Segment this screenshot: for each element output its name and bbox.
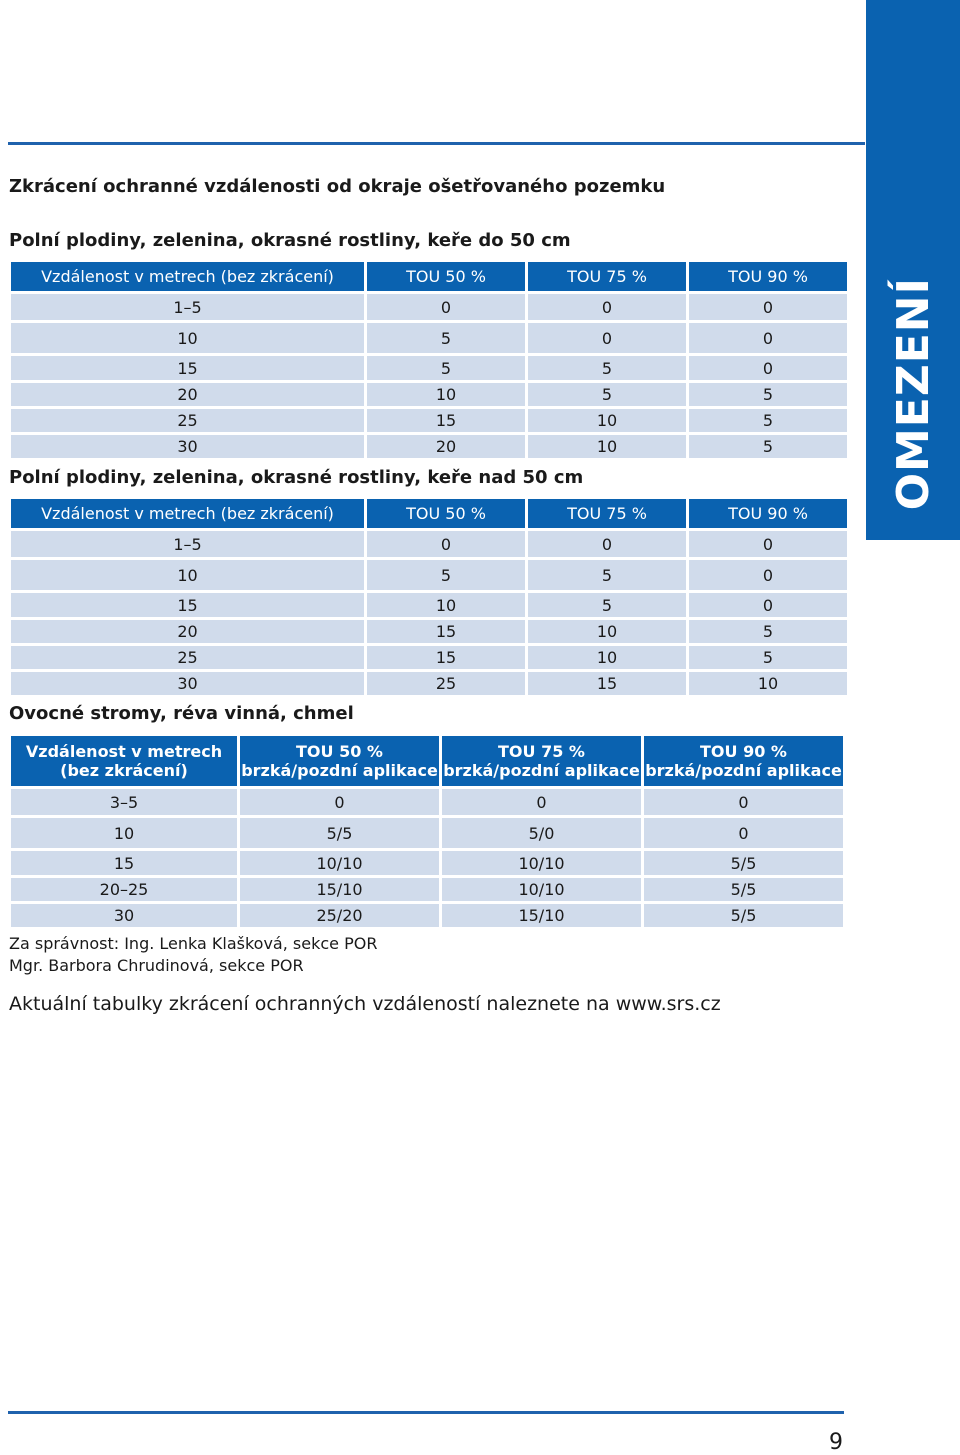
table-header-row — [11, 499, 847, 528]
table-cell: 15 — [367, 620, 525, 643]
section3-table — [8, 733, 846, 930]
bottom-rule — [8, 1411, 844, 1414]
column-header: TOU 90 % — [689, 262, 847, 291]
table-cell: 5 — [528, 383, 686, 406]
table-cell: 5 — [689, 620, 847, 643]
table-row — [11, 294, 847, 320]
table-cell: 5/5 — [644, 904, 843, 927]
table-cell: 10 — [11, 323, 364, 353]
table-cell: 5 — [689, 435, 847, 458]
table-cell: 15 — [367, 409, 525, 432]
table-cell: 0 — [367, 531, 525, 557]
table-row — [11, 435, 847, 458]
table-row — [11, 878, 843, 901]
table-cell: 0 — [689, 356, 847, 380]
table-cell: 5 — [689, 409, 847, 432]
section2-table — [8, 496, 850, 698]
column-header: TOU 90 % — [689, 499, 847, 528]
table-cell: 15/10 — [442, 904, 641, 927]
table-cell: 3–5 — [11, 789, 237, 815]
column-header — [240, 736, 439, 786]
table-cell: 15 — [11, 593, 364, 617]
table-cell: 30 — [11, 672, 364, 695]
table-cell: 10/10 — [442, 878, 641, 901]
column-header-line: brzká/pozdní aplikace — [645, 761, 842, 780]
table-row — [11, 356, 847, 380]
table-cell: 0 — [689, 323, 847, 353]
table-cell: 5 — [367, 560, 525, 590]
table-row — [11, 789, 843, 815]
column-header-line: TOU 90 % — [700, 741, 787, 761]
table-cell: 25 — [367, 672, 525, 695]
table-cell: 10/10 — [442, 851, 641, 875]
section1-table — [8, 259, 850, 461]
column-header: TOU 75 % — [528, 262, 686, 291]
table-header-row — [11, 736, 843, 786]
section1-title: Polní plodiny, zelenina, okrasné rostliny, keře do 50 cm — [9, 230, 571, 251]
table-cell: 10 — [528, 620, 686, 643]
table-cell: 0 — [689, 531, 847, 557]
table-cell: 10 — [367, 593, 525, 617]
table-cell: 5 — [528, 593, 686, 617]
column-header: TOU 50 % — [367, 262, 525, 291]
table-cell: 5 — [689, 646, 847, 669]
table-cell: 5/5 — [240, 818, 439, 848]
footer-text: Aktuální tabulky zkrácení ochranných vzdáleností naleznete na www.srs.cz — [9, 993, 721, 1015]
credit-note: Za správnost: Ing. Lenka Klašková, sekce POR — [9, 934, 378, 953]
table-cell: 15 — [528, 672, 686, 695]
column-header — [644, 736, 843, 786]
top-rule — [8, 142, 865, 145]
table-row — [11, 560, 847, 590]
table-cell: 15 — [11, 356, 364, 380]
table-cell: 0 — [689, 593, 847, 617]
credit-note: Mgr. Barbora Chrudinová, sekce POR — [9, 956, 304, 975]
table-cell: 0 — [442, 789, 641, 815]
table-cell: 0 — [689, 560, 847, 590]
section2-title: Polní plodiny, zelenina, okrasné rostliny, keře nad 50 cm — [9, 467, 584, 488]
table-cell: 25 — [11, 646, 364, 669]
table-row — [11, 620, 847, 643]
table-cell: 20 — [11, 383, 364, 406]
table-cell: 1–5 — [11, 531, 364, 557]
table-cell: 25 — [11, 409, 364, 432]
column-header-line: (bez zkrácení) — [60, 761, 188, 780]
table-cell: 0 — [528, 323, 686, 353]
table-cell: 0 — [644, 789, 843, 815]
table-row — [11, 818, 843, 848]
table-cell: 10 — [11, 560, 364, 590]
column-header: Vzdálenost v metrech (bez zkrácení) — [11, 499, 364, 528]
table-cell: 25/20 — [240, 904, 439, 927]
column-header: Vzdálenost v metrech (bez zkrácení) — [11, 262, 364, 291]
table-cell: 0 — [528, 294, 686, 320]
table-cell: 0 — [367, 294, 525, 320]
column-header — [442, 736, 641, 786]
column-header-line: TOU 75 % — [498, 741, 585, 761]
table-cell: 10 — [689, 672, 847, 695]
table-row — [11, 851, 843, 875]
table-cell: 0 — [240, 789, 439, 815]
table-cell: 30 — [11, 904, 237, 927]
table-cell: 5/5 — [644, 851, 843, 875]
table-cell: 20 — [11, 620, 364, 643]
table-cell: 5 — [367, 323, 525, 353]
table-cell: 10/10 — [240, 851, 439, 875]
table-row — [11, 646, 847, 669]
table-row — [11, 531, 847, 557]
table-row — [11, 904, 843, 927]
table-row — [11, 672, 847, 695]
column-header-line: brzká/pozdní aplikace — [241, 761, 438, 780]
table-header-row — [11, 262, 847, 291]
section3-title: Ovocné stromy, réva vinná, chmel — [9, 703, 354, 724]
table-cell: 15 — [11, 851, 237, 875]
side-tab-label: OMEZENÍ — [887, 276, 939, 510]
side-tab — [866, 0, 960, 540]
page-title: Zkrácení ochranné vzdálenosti od okraje ošetřovaného pozemku — [9, 176, 666, 197]
table-cell: 0 — [528, 531, 686, 557]
table-cell: 10 — [528, 646, 686, 669]
table-cell: 10 — [367, 383, 525, 406]
table-row — [11, 409, 847, 432]
column-header: TOU 50 % — [367, 499, 525, 528]
column-header-line: TOU 50 % — [296, 741, 383, 761]
table-row — [11, 383, 847, 406]
table-row — [11, 593, 847, 617]
column-header-line: brzká/pozdní aplikace — [443, 761, 640, 780]
table-cell: 5/5 — [644, 878, 843, 901]
table-cell: 5/0 — [442, 818, 641, 848]
column-header: TOU 75 % — [528, 499, 686, 528]
table-cell: 0 — [689, 294, 847, 320]
table-cell: 5 — [528, 356, 686, 380]
table-row — [11, 323, 847, 353]
table-cell: 1–5 — [11, 294, 364, 320]
table-cell: 0 — [644, 818, 843, 848]
table-cell: 20–25 — [11, 878, 237, 901]
column-header-line: Vzdálenost v metrech — [25, 741, 223, 761]
table-cell: 5 — [528, 560, 686, 590]
table-cell: 5 — [367, 356, 525, 380]
table-cell: 10 — [528, 409, 686, 432]
table-cell: 20 — [367, 435, 525, 458]
table-cell: 5 — [689, 383, 847, 406]
column-header — [11, 736, 237, 786]
table-cell: 15 — [367, 646, 525, 669]
table-cell: 30 — [11, 435, 364, 458]
page-number: 9 — [829, 1430, 843, 1455]
table-cell: 15/10 — [240, 878, 439, 901]
table-cell: 10 — [11, 818, 237, 848]
table-cell: 10 — [528, 435, 686, 458]
